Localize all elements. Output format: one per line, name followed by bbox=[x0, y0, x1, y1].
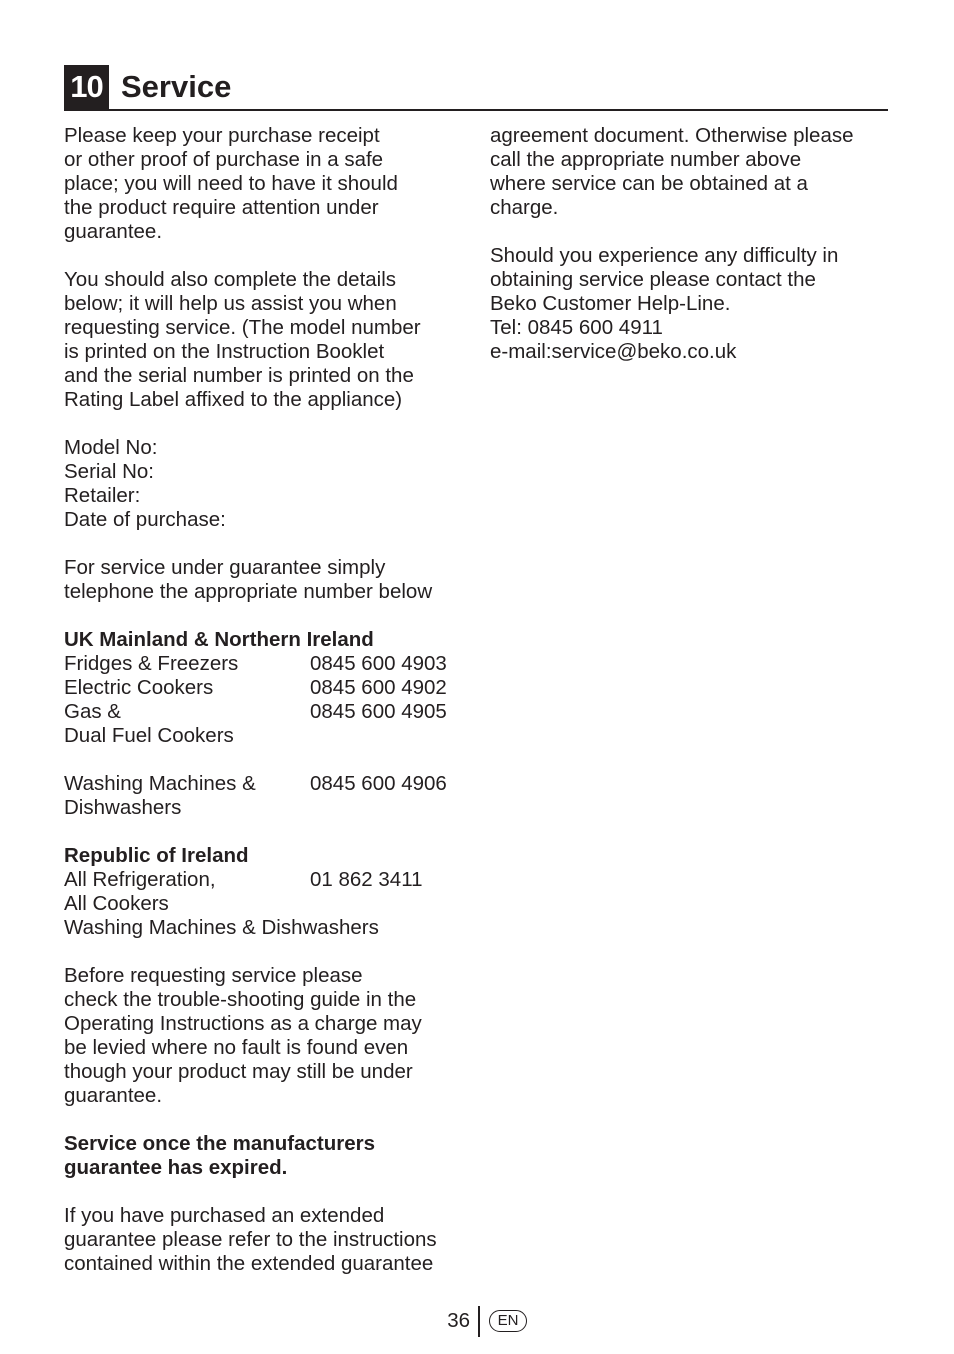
uk-contacts bbox=[64, 628, 469, 820]
date-of-purchase-label: Date of purchase: bbox=[64, 508, 226, 531]
text-line: telephone the appropriate number below bbox=[64, 580, 433, 603]
right-column bbox=[490, 124, 900, 388]
text-line: guarantee please refer to the instructions bbox=[64, 1228, 437, 1251]
roi-contacts bbox=[64, 844, 469, 940]
text-line: If you have purchased an extended bbox=[64, 1204, 385, 1227]
phone-number: 0845 600 4906 bbox=[310, 772, 447, 795]
model-no-label: Model No: bbox=[64, 436, 158, 459]
phone-label: All Refrigeration, bbox=[64, 868, 216, 891]
phone-row bbox=[64, 700, 469, 724]
phone-row bbox=[64, 676, 469, 700]
heading-line: guarantee has expired. bbox=[64, 1156, 288, 1179]
product-details-form bbox=[64, 436, 469, 532]
heading-line: Service once the manufacturers bbox=[64, 1132, 376, 1155]
page-title: Service bbox=[121, 69, 232, 104]
left-column bbox=[64, 124, 469, 1300]
spacer bbox=[64, 748, 469, 772]
text-line: You should also complete the details bbox=[64, 268, 397, 291]
extended-guarantee-paragraph bbox=[64, 1204, 469, 1276]
helpline-telephone: Tel: 0845 600 4911 bbox=[490, 316, 663, 339]
text-line: Beko Customer Help-Line. bbox=[490, 292, 731, 315]
text-line: where service can be obtained at a bbox=[490, 172, 808, 195]
phone-row bbox=[64, 868, 469, 892]
before-requesting-paragraph bbox=[64, 964, 469, 1108]
text-line: obtaining service please contact the bbox=[490, 268, 816, 291]
text-line: below; it will help us assist you when bbox=[64, 292, 397, 315]
phone-label: Dual Fuel Cookers bbox=[64, 724, 234, 747]
text-line: Rating Label affixed to the appliance) bbox=[64, 388, 403, 411]
text-line: or other proof of purchase in a safe bbox=[64, 148, 384, 171]
details-paragraph bbox=[64, 268, 469, 412]
phone-label: Fridges & Freezers bbox=[64, 652, 239, 675]
page-footer bbox=[0, 1306, 954, 1336]
chapter-number: 10 bbox=[64, 65, 109, 109]
serial-no-label: Serial No: bbox=[64, 460, 155, 483]
text-line: requesting service. (The model number bbox=[64, 316, 421, 339]
guarantee-paragraph bbox=[64, 556, 469, 604]
text-line: Operating Instructions as a charge may bbox=[64, 1012, 422, 1035]
uk-heading: UK Mainland & Northern Ireland bbox=[64, 628, 374, 651]
helpline-email: e-mail:service@beko.co.uk bbox=[490, 340, 737, 363]
phone-label: All Cookers bbox=[64, 892, 169, 915]
text-line: agreement document. Otherwise please bbox=[490, 124, 854, 147]
phone-number: 01 862 3411 bbox=[310, 868, 423, 891]
intro-paragraph bbox=[64, 124, 469, 244]
phone-label: Washing Machines & Dishwashers bbox=[64, 916, 379, 939]
text-line: Please keep your purchase receipt bbox=[64, 124, 380, 147]
retailer-label: Retailer: bbox=[64, 484, 141, 507]
phone-number: 0845 600 4902 bbox=[310, 676, 447, 699]
language-badge: EN bbox=[489, 1310, 527, 1332]
text-line: Before requesting service please bbox=[64, 964, 363, 987]
text-line: be levied where no fault is found even bbox=[64, 1036, 409, 1059]
text-line: though your product may still be under bbox=[64, 1060, 413, 1083]
page-number: 36 bbox=[447, 1309, 470, 1332]
text-line: Should you experience any difficulty in bbox=[490, 244, 839, 267]
text-line: guarantee. bbox=[64, 1084, 163, 1107]
text-line: contained within the extended guarantee bbox=[64, 1252, 434, 1275]
phone-number: 0845 600 4903 bbox=[310, 652, 447, 675]
phone-row bbox=[64, 652, 469, 676]
text-line: guarantee. bbox=[64, 220, 163, 243]
roi-heading: Republic of Ireland bbox=[64, 844, 249, 867]
text-line: call the appropriate number above bbox=[490, 148, 802, 171]
text-line: and the serial number is printed on the bbox=[64, 364, 414, 387]
phone-number: 0845 600 4905 bbox=[310, 700, 447, 723]
footer-divider bbox=[478, 1306, 480, 1337]
agreement-paragraph bbox=[490, 124, 900, 220]
text-line: check the trouble-shooting guide in the bbox=[64, 988, 417, 1011]
expired-heading bbox=[64, 1132, 469, 1180]
phone-label: Electric Cookers bbox=[64, 676, 214, 699]
phone-label: Washing Machines & bbox=[64, 772, 256, 795]
phone-label: Dishwashers bbox=[64, 796, 182, 819]
text-line: charge. bbox=[490, 196, 559, 219]
phone-label: Gas & bbox=[64, 700, 121, 723]
phone-row bbox=[64, 772, 469, 796]
text-line: place; you will need to have it should bbox=[64, 172, 398, 195]
text-line: the product require attention under bbox=[64, 196, 379, 219]
text-line: is printed on the Instruction Booklet bbox=[64, 340, 385, 363]
text-line: For service under guarantee simply bbox=[64, 556, 386, 579]
chapter-header bbox=[64, 65, 888, 111]
helpline-paragraph bbox=[490, 244, 900, 364]
